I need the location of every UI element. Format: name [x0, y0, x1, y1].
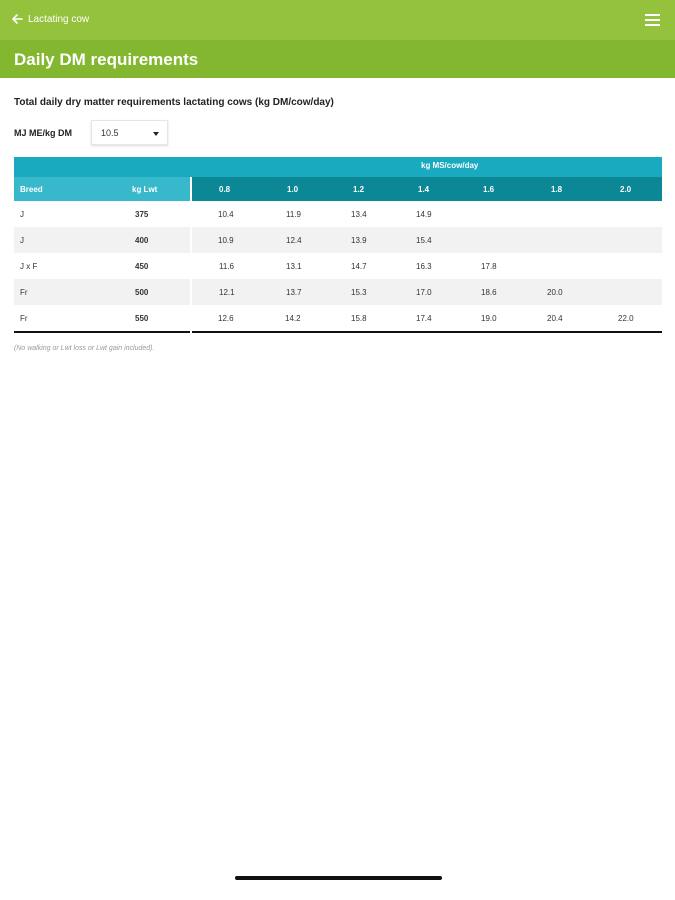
value-cell: 14.7 — [351, 262, 367, 271]
me-select-value: 10.5 — [101, 128, 119, 138]
value-cell: 13.7 — [286, 288, 302, 297]
table-row — [14, 253, 662, 279]
value-cell: 16.3 — [416, 262, 432, 271]
value-cell: 13.4 — [351, 210, 367, 219]
back-label: Lactating cow — [28, 13, 90, 25]
arrow-left-icon — [11, 13, 23, 25]
breed-cell: Fr — [20, 314, 28, 323]
hamburger-menu-icon[interactable] — [645, 14, 660, 26]
table-subtitle: Total daily dry matter requirements lactating cows (kg DM/cow/day) — [14, 97, 334, 108]
app-bar — [0, 0, 675, 40]
page-title: Daily DM requirements — [14, 50, 199, 69]
ms-header: 1.4 — [418, 185, 430, 194]
breed-cell: J — [20, 210, 24, 219]
value-cell: 22.0 — [618, 314, 634, 323]
table-row — [14, 201, 662, 227]
value-cell: 15.3 — [351, 288, 367, 297]
table-row — [14, 227, 662, 253]
me-select[interactable] — [91, 120, 168, 145]
breed-cell: J x F — [20, 262, 38, 271]
value-cell: 12.1 — [219, 288, 235, 297]
home-indicator[interactable] — [235, 876, 442, 880]
table-row — [14, 279, 662, 305]
ms-header: 2.0 — [620, 185, 632, 194]
me-label: MJ ME/kg DM — [14, 128, 73, 138]
value-cell: 17.4 — [416, 314, 432, 323]
value-cell: 20.4 — [547, 314, 563, 323]
lwt-cell: 400 — [135, 236, 149, 245]
value-cell: 17.0 — [416, 288, 432, 297]
value-cell: 10.4 — [218, 210, 234, 219]
value-cell: 14.9 — [416, 210, 432, 219]
value-cell: 10.9 — [218, 236, 234, 245]
value-cell: 19.0 — [481, 314, 497, 323]
breed-header: Breed — [20, 185, 43, 194]
lwt-cell: 375 — [135, 210, 149, 219]
value-cell: 13.1 — [286, 262, 302, 271]
table-bottom-rule — [192, 331, 662, 333]
footnote: (No walking or Lwt loss or Lwt gain included). — [14, 345, 155, 352]
back-button[interactable] — [11, 13, 89, 25]
value-cell: 13.9 — [351, 236, 367, 245]
title-bar — [0, 40, 675, 78]
value-cell: 12.6 — [218, 314, 234, 323]
table-row — [14, 305, 662, 331]
breed-cell: Fr — [20, 288, 28, 297]
caret-down-icon — [153, 132, 159, 136]
lwt-cell: 450 — [135, 262, 149, 271]
lwt-cell: 500 — [135, 288, 149, 297]
value-cell: 15.8 — [351, 314, 367, 323]
value-cell: 14.2 — [285, 314, 301, 323]
breed-cell: J — [20, 236, 24, 245]
group-header — [14, 157, 662, 177]
lwt-header: kg Lwt — [132, 185, 158, 194]
ms-header: 1.8 — [551, 185, 563, 194]
value-cell: 17.8 — [481, 262, 497, 271]
ms-header: 0.8 — [219, 185, 231, 194]
value-cell: 12.4 — [286, 236, 302, 245]
value-cell: 15.4 — [416, 236, 432, 245]
ms-header: 1.2 — [353, 185, 365, 194]
value-cell: 20.0 — [547, 288, 563, 297]
group-header-label: kg MS/cow/day — [421, 161, 479, 170]
value-cell: 11.9 — [286, 210, 301, 219]
value-cell: 18.6 — [481, 288, 497, 297]
value-cell: 11.6 — [219, 262, 234, 271]
table-bottom-rule — [14, 331, 190, 333]
lwt-cell: 550 — [135, 314, 149, 323]
ms-header: 1.0 — [287, 185, 299, 194]
ms-header: 1.6 — [483, 185, 495, 194]
